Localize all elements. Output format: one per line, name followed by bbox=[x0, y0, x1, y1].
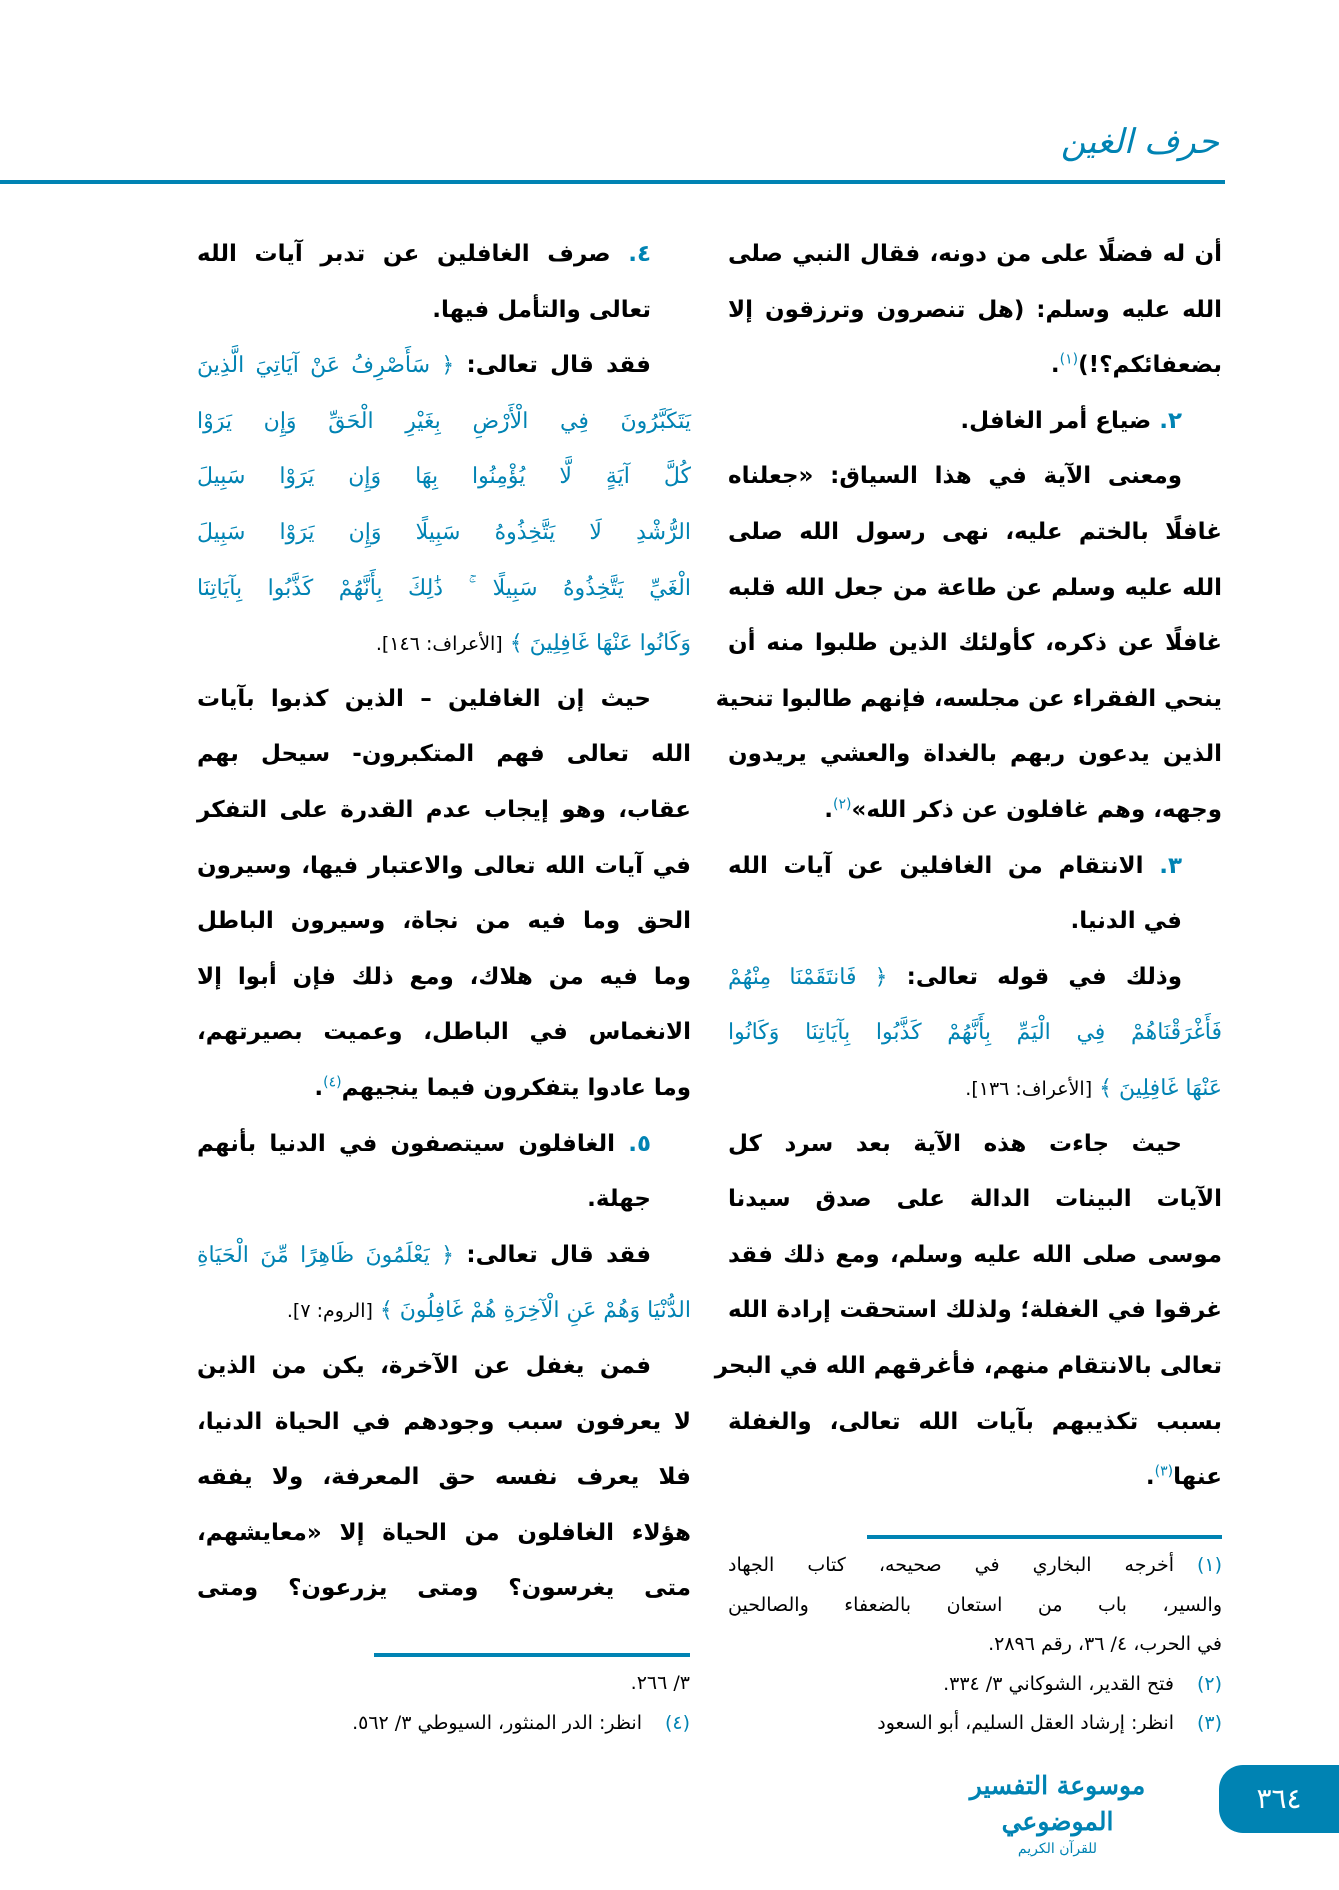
text-line bbox=[728, 838, 1222, 894]
footnote-number: (٣) bbox=[1196, 1712, 1222, 1734]
quran-verse: ﴿ فَانتَقَمْنَا مِنْهُمْ bbox=[728, 964, 888, 990]
text-line bbox=[728, 782, 1222, 838]
chapter-title: حرف الغين bbox=[1060, 122, 1219, 162]
body-text: لا يعرفون سبب وجودهم في الحياة الدنيا، bbox=[197, 1408, 691, 1435]
footnote-line bbox=[728, 1586, 1270, 1625]
verse-reference: [الأعراف: ١٤٦]. bbox=[375, 633, 503, 656]
text-line bbox=[197, 1449, 691, 1505]
text-line bbox=[197, 504, 691, 560]
footnote-divider-left bbox=[374, 1653, 690, 1657]
quran-verse: فَأَغْرَقْنَاهُمْ فِي الْيَمِّ بِأَنَّهُمْ كَذَّبُوا بِآيَاتِنَا وَكَانُوا bbox=[728, 1020, 1222, 1046]
text-line bbox=[728, 504, 1222, 560]
quran-verse: الرُّشْدِ لَا يَتَّخِذُوهُ سَبِيلًا وَإِن يَرَوْا سَبِيلَ bbox=[197, 520, 691, 545]
footnote-line bbox=[728, 1625, 1270, 1664]
text-line bbox=[728, 560, 1222, 616]
body-text: وما عادوا يتفكرون فيما ينجيهم bbox=[341, 1075, 691, 1101]
quran-verse: يَتَكَبَّرُونَ فِي الْأَرْضِ بِغَيْرِ الْحَقِّ وَإِن يَرَوْا bbox=[197, 408, 691, 434]
publication-logo bbox=[935, 1768, 1180, 1858]
footnote-text: انظر: إرشاد العقل السليم، أبو السعود bbox=[877, 1712, 1174, 1734]
text-line bbox=[197, 949, 691, 1005]
body-text: فقد قال تعالى: bbox=[454, 1241, 651, 1268]
text-line bbox=[197, 1282, 691, 1338]
text-line bbox=[197, 1060, 691, 1116]
text-line bbox=[728, 1227, 1222, 1283]
body-text: وما فيه من هلاك، ومع ذلك فإن أبوا إلا bbox=[197, 963, 691, 990]
body-text: وجهه، وهم غافلون عن ذكر الله» bbox=[851, 797, 1222, 823]
verse-reference: [الروم: ٧]. bbox=[286, 1300, 373, 1323]
body-text: . bbox=[1050, 352, 1060, 379]
quran-verse: ﴿ سَأَصْرِفُ عَنْ آيَاتِيَ الَّذِينَ bbox=[197, 353, 455, 379]
text-line bbox=[728, 337, 1222, 393]
footnote-divider-right bbox=[867, 1535, 1222, 1539]
text-line bbox=[197, 1116, 691, 1172]
footnote-text: انظر: الدر المنثور، السيوطي ٣/ ٥٦٢. bbox=[352, 1711, 642, 1734]
heading-text: في الدنيا. bbox=[1070, 908, 1182, 935]
body-text: تعالى بالانتقام منهم، فأغرقهم الله في البحر bbox=[714, 1353, 1222, 1379]
footnote-number: (٢) bbox=[1196, 1672, 1222, 1695]
logo-title: موسوعة التفسير الموضوعي bbox=[969, 1771, 1146, 1836]
text-line bbox=[197, 393, 691, 449]
footnote-marker[interactable]: (١) bbox=[1059, 351, 1079, 368]
footnote-line bbox=[197, 1704, 690, 1743]
text-line bbox=[728, 282, 1222, 338]
text-line bbox=[714, 1338, 1222, 1394]
text-line bbox=[728, 1116, 1222, 1172]
body-text: هؤلاء الغافلون من الحياة إلا «معايشهم، bbox=[197, 1519, 691, 1546]
body-text: . bbox=[314, 1075, 324, 1101]
body-text: فقد قال تعالى: bbox=[454, 352, 651, 379]
body-text: غافلًا بالختم عليه، نهى رسول الله صلى bbox=[728, 519, 1222, 545]
footnote-line bbox=[728, 1704, 1222, 1743]
text-line bbox=[197, 893, 691, 949]
text-line bbox=[728, 393, 1222, 449]
text-line bbox=[715, 671, 1222, 727]
text-line bbox=[728, 1004, 1222, 1060]
body-text: الانغماس في الباطل، وعميت بصيرتهم، bbox=[197, 1019, 691, 1046]
body-text: بضعفائكم؟!) bbox=[1078, 352, 1222, 379]
heading-text: تعالى والتأمل فيها. bbox=[432, 296, 651, 323]
body-text: غافلًا عن ذكره، كأولئك الذين طلبوا منه أن bbox=[728, 630, 1222, 657]
text-line bbox=[197, 1171, 691, 1227]
quran-verse: الْغَيِّ يَتَّخِذُوهُ سَبِيلًا ۚ ذَٰلِكَ بِأَنَّهُمْ كَذَّبُوا بِآيَاتِنَا bbox=[197, 575, 691, 601]
heading-text: جهلة. bbox=[587, 1186, 651, 1213]
body-text: ينحي الفقراء عن مجلسه، فإنهم طالبوا تنحية bbox=[715, 685, 1222, 712]
footnote-line bbox=[728, 1665, 1222, 1704]
body-text: بسبب تكذيبهم بآيات الله تعالى، والغفلة bbox=[728, 1408, 1222, 1435]
footnote-marker[interactable]: (٣) bbox=[1154, 1463, 1174, 1480]
body-text: الله عليه وسلم: (هل تنصرون وترزقون إلا bbox=[728, 296, 1222, 323]
text-line bbox=[197, 782, 691, 838]
page-number-badge: ٣٦٤ bbox=[1219, 1765, 1339, 1833]
text-line bbox=[197, 726, 691, 782]
text-line bbox=[728, 726, 1222, 782]
text-line bbox=[197, 1505, 691, 1561]
body-text: موسى صلى الله عليه وسلم، ومع ذلك فقد bbox=[728, 1241, 1222, 1268]
text-line bbox=[728, 949, 1222, 1005]
quran-verse: ﴿ يَعْلَمُونَ ظَاهِرًا مِّنَ الْحَيَاةِ bbox=[197, 1242, 455, 1268]
text-line bbox=[197, 671, 691, 727]
body-text: . bbox=[824, 797, 834, 823]
text-line bbox=[728, 1171, 1222, 1227]
body-text: عنها bbox=[1173, 1464, 1222, 1491]
footnote-line bbox=[197, 1664, 738, 1703]
text-line bbox=[728, 893, 1222, 949]
body-text: في آيات الله تعالى والاعتبار فيها، وسيرون bbox=[197, 852, 691, 879]
logo-subtitle: للقرآن الكريم bbox=[1017, 1841, 1098, 1857]
text-line bbox=[197, 448, 691, 504]
body-text: الحق وما فيه من نجاة، وسيرون الباطل bbox=[197, 908, 691, 935]
body-text: الذين يدعون ربهم بالغداة والعشي يريدون bbox=[728, 741, 1222, 768]
text-line bbox=[728, 615, 1222, 671]
text-line bbox=[728, 1060, 1222, 1116]
text-line bbox=[728, 1282, 1222, 1338]
heading-text: صرف الغافلين عن تدبر آيات الله bbox=[197, 241, 611, 267]
body-text: عقاب، وهو إيجاب عدم القدرة على التفكر bbox=[197, 797, 691, 823]
text-line bbox=[197, 226, 691, 282]
quran-verse: الدُّنْيَا وَهُمْ عَنِ الْآخِرَةِ هُمْ غَافِلُونَ ﴾ bbox=[372, 1298, 691, 1324]
text-line bbox=[197, 1227, 691, 1283]
footnote-line bbox=[728, 1546, 1222, 1585]
footnote-marker[interactable]: (٢) bbox=[833, 796, 852, 813]
heading-number: ٤. bbox=[610, 241, 651, 267]
text-line bbox=[197, 560, 691, 616]
text-line bbox=[197, 838, 691, 894]
footnote-marker[interactable]: (٤) bbox=[323, 1074, 342, 1091]
footnote-number: (٤) bbox=[664, 1711, 690, 1734]
text-line bbox=[728, 448, 1222, 504]
quran-verse: وَكَانُوا عَنْهَا غَافِلِينَ ﴾ bbox=[502, 631, 691, 657]
body-text: الله تعالى فهم المتكبرون- سيحل بهم bbox=[197, 741, 691, 768]
text-line bbox=[728, 1449, 1222, 1505]
text-line bbox=[197, 1560, 691, 1616]
footnote-text: والسير، باب من استعان بالضعفاء والصالحين bbox=[728, 1593, 1222, 1616]
body-text: فلا يعرف نفسه حق المعرفة، ولا يفقه bbox=[197, 1464, 691, 1491]
body-text: حيث إن الغافلين – الذين كذبوا بآيات bbox=[197, 685, 651, 712]
body-text: الآيات البينات الدالة على صدق سيدنا bbox=[728, 1186, 1222, 1213]
body-text: غرقوا في الغفلة؛ ولذلك استحقت إرادة الله bbox=[728, 1297, 1222, 1324]
body-text: أن له فضلًا على من دونه، فقال النبي صلى bbox=[728, 241, 1222, 267]
body-text: فمن يغفل عن الآخرة، يكن من الذين bbox=[197, 1353, 651, 1379]
footnote-text: في الحرب، ٤/ ٣٦، رقم ٢٨٩٦. bbox=[988, 1633, 1222, 1655]
text-line bbox=[197, 1338, 691, 1394]
body-text: . bbox=[1145, 1464, 1155, 1491]
body-text: ومعنى الآية في هذا السياق: «جعلناه bbox=[728, 463, 1182, 490]
text-line bbox=[728, 226, 1222, 282]
footnote-text: ٣/ ٢٦٦. bbox=[630, 1672, 690, 1694]
heading-number: ٢. bbox=[1151, 407, 1182, 434]
verse-reference: [الأعراف: ١٣٦]. bbox=[965, 1078, 1093, 1100]
text-line bbox=[197, 337, 691, 393]
footnote-text: أخرجه البخاري في صحيحه، كتاب الجهاد bbox=[728, 1554, 1174, 1576]
heading-text: الغافلون سيتصفون في الدنيا بأنهم bbox=[197, 1130, 616, 1157]
text-line bbox=[197, 1004, 691, 1060]
quran-verse: كُلَّ آيَةٍ لَّا يُؤْمِنُوا بِهَا وَإِن يَرَوْا سَبِيلَ bbox=[197, 464, 691, 490]
heading-text: الانتقام من الغافلين عن آيات الله bbox=[728, 852, 1144, 879]
text-line bbox=[197, 1394, 691, 1450]
text-line bbox=[197, 615, 691, 671]
footnote-text: فتح القدير، الشوكاني ٣/ ٣٣٤. bbox=[943, 1672, 1174, 1695]
heading-text: ضياع أمر الغافل. bbox=[960, 407, 1152, 434]
body-text: حيث جاءت هذه الآية بعد سرد كل bbox=[728, 1130, 1182, 1157]
body-text: متى يغرسون؟ ومتى يزرعون؟ ومتى bbox=[197, 1575, 691, 1602]
footnote-number: (١) bbox=[1196, 1554, 1222, 1576]
heading-number: ٥. bbox=[615, 1130, 651, 1157]
quran-verse: عَنْهَا غَافِلِينَ ﴾ bbox=[1092, 1076, 1222, 1101]
heading-number: ٣. bbox=[1143, 852, 1182, 879]
text-line bbox=[197, 282, 691, 338]
text-line bbox=[728, 1394, 1222, 1450]
header-divider bbox=[0, 180, 1225, 184]
body-text: الله عليه وسلم عن طاعة من جعل الله قلبه bbox=[728, 574, 1222, 601]
body-text: وذلك في قوله تعالى: bbox=[887, 963, 1182, 990]
